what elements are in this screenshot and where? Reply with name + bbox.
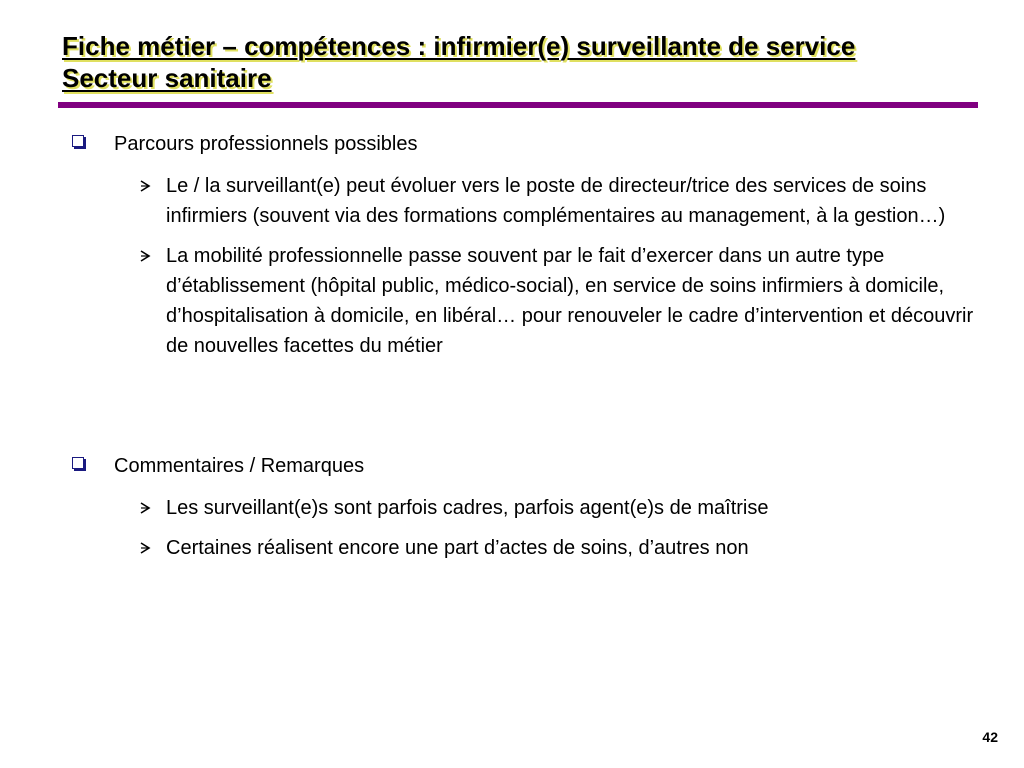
square-bullet-icon xyxy=(72,135,84,147)
title-line-1: Fiche métier – compétences : infirmier(e) surveillante de service xyxy=(62,31,856,61)
section-header xyxy=(72,131,992,157)
list-item-text: Les surveillant(e)s sont parfois cadres, parfois agent(e)s de maîtrise xyxy=(166,497,769,519)
slide-title xyxy=(62,30,982,94)
arrow-bullet-icon xyxy=(138,249,152,263)
list-item xyxy=(138,533,992,563)
title-line-2: Secteur sanitaire xyxy=(62,63,272,93)
list-item xyxy=(138,171,992,231)
square-bullet-icon xyxy=(72,457,84,469)
list-item-text: Certaines réalisent encore une part d’actes de soins, d’autres non xyxy=(166,537,749,559)
arrow-bullet-icon xyxy=(138,501,152,515)
section-title: Commentaires / Remarques xyxy=(114,455,365,477)
list-item-text: Le / la surveillant(e) peut évoluer vers le poste de directeur/trice des services de soins infirmiers (souvent via des formations complémentaires au management, à la gestion…) xyxy=(166,175,946,227)
list-item-text: La mobilité professionnelle passe souvent par le fait d’exercer dans un autre type d’établissement (hôpital public, médico-social), en service de soins infirmiers à domicile, d’hospitalisation à domicile, en libéral… pour renouveler le cadre d’intervention et découvrir de nouvelles facettes du métier xyxy=(166,245,974,357)
arrow-bullet-icon xyxy=(138,179,152,193)
list-item xyxy=(138,493,992,523)
section-parcours xyxy=(72,131,992,361)
section-commentaires xyxy=(72,453,992,563)
list-item xyxy=(138,241,992,361)
title-divider xyxy=(58,102,978,108)
arrow-bullet-icon xyxy=(138,541,152,555)
page-number: 42 xyxy=(982,729,998,745)
section-header xyxy=(72,453,992,479)
section-title: Parcours professionnels possibles xyxy=(114,133,418,155)
